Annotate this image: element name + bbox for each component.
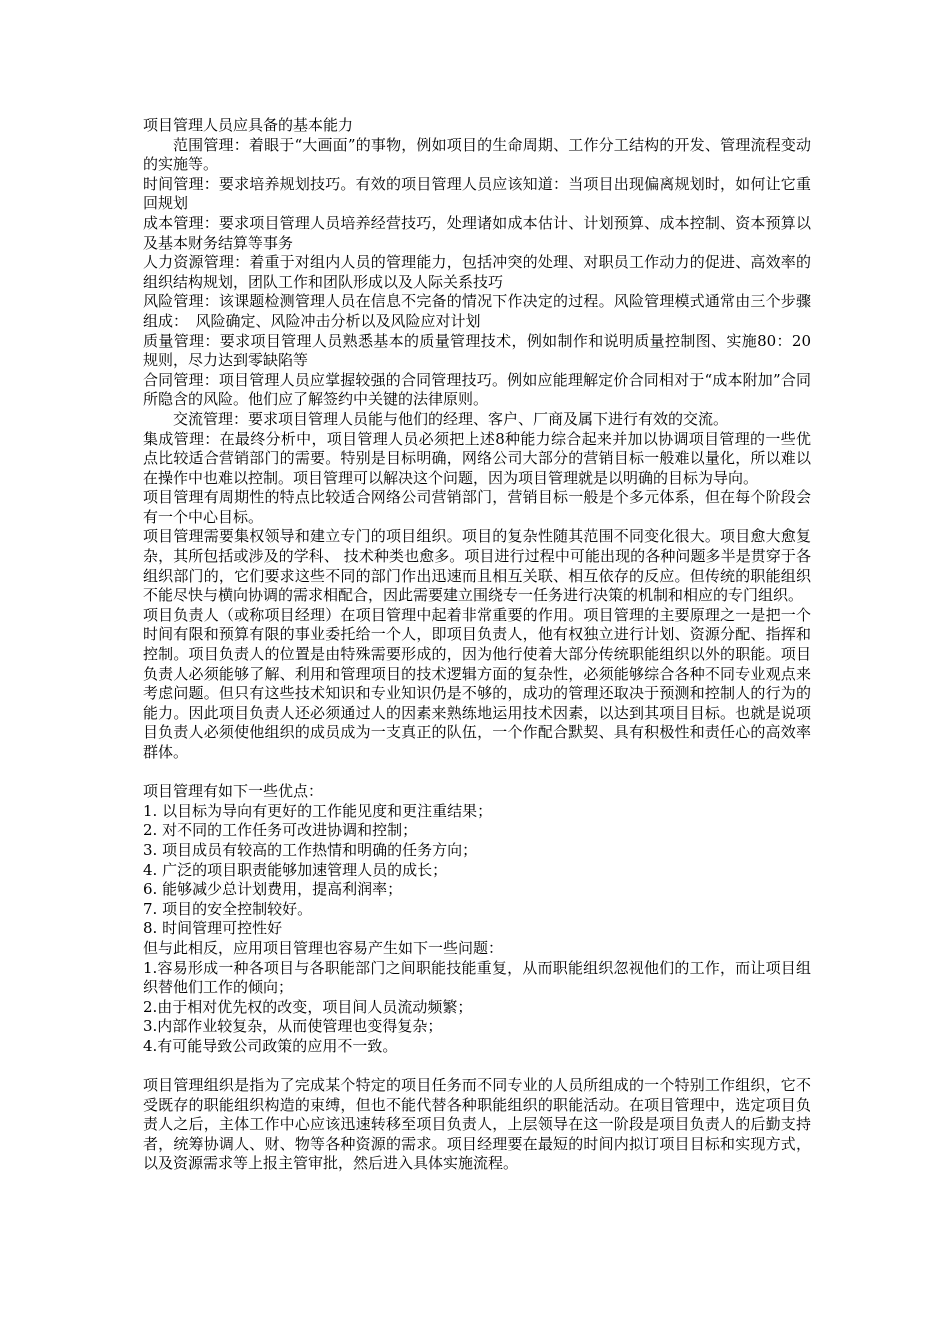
paragraph-project-manager-role: 项目负责人（或称项目经理）在项目管理中起着非常重要的作用。项目管理的主要原理之一是把一个时间有限和预算有限的事业委托给一个人，即项目负责人，他有权独立进行计划、资源分配、指挥和控制。项目负责人的位置是由特殊需要形成的，因为他行使着大部分传统职能组织以外的职能。项目负责人必须能够了解、利用和管理项目的技术逻辑方面的复杂性，必须能够综合各种不同专业观点来考虑问题。但只有这些技术知识和专业知识仍是不够的，成功的管理还取决于预测和控制人的行为的能力。因此项目负责人还必须通过人的因素来熟练地运用技术因素，以达到其项目目标。也就是说项目负责人必须使他组织的成员成为一支真正的队伍，一个作配合默契、具有积极性和责任心的高效率群体。 xyxy=(143,605,811,761)
paragraph-communication-management: 交流管理：要求项目管理人员能与他们的经理、客户、厂商及属下进行有效的交流。 xyxy=(173,409,729,428)
paragraph-project-organization: 项目管理组织是指为了完成某个特定的项目任务而不同专业的人员所组成的一个特别工作组织，它不受既存的职能组织构造的束缚，但也不能代替各种职能组织的职能活动。在项目管理中，选定项目负责人之后，主体工作中心应该迅速转移至项目负责人，上层领导在这一阶段是项目负责人的后勤支持者，统筹协调人、财、物等各种资源的需求。项目经理要在最短的时间内拟订项目目标和实现方式，以及资源需求等上报主管审批，然后进入具体实施流程。 xyxy=(143,1076,811,1173)
blank-line xyxy=(143,763,811,783)
paragraph-risk-management: 风险管理：该课题检测管理人员在信息不完备的情况下作决定的过程。风险管理模式通常由三个步骤组成： 风险确定、风险冲击分析以及风险应对计划 xyxy=(143,292,811,330)
problems-heading: 但与此相反，应用项目管理也容易产生如下一些问题： xyxy=(143,938,504,957)
advantage-item: 6. 能够减少总计划费用，提高利润率； xyxy=(143,880,403,899)
document-title: 项目管理人员应具备的基本能力 xyxy=(143,116,354,134)
paragraph-scope-management: 范围管理：着眼于“大画面”的事物，例如项目的生命周期、工作分工结构的开发、管理流程变动的实施等。 xyxy=(143,135,811,174)
advantage-item: 1. 以目标为导向有更好的工作能见度和更注重结果； xyxy=(143,801,493,820)
paragraph-integration-management: 集成管理：在最终分析中，项目管理人员必须把上述8种能力综合起来并加以协调项目管理的一些优点比较适合营销部门的需要。特别是目标明确，网络公司大部分的营销目标一般难以量化，所以难以在操作中也难以控制。项目管理可以解决这个问题，因为项目管理就是以明确的目标为导向。 xyxy=(143,429,811,487)
paragraph-hr-management: 人力资源管理：着重于对组内人员的管理能力，包括冲突的处理、对职员工作动力的促进、高效率的组织结构规划，团队工作和团队形成以及人际关系技巧 xyxy=(143,253,811,291)
paragraph-periodicity: 项目管理有周期性的特点比较适合网络公司营销部门，营销目标一般是个多元体系，但在每个阶段会有一个中心目标。 xyxy=(143,488,811,526)
paragraph-centralized-leadership: 项目管理需要集权领导和建立专门的项目组织。项目的复杂性随其范围不同变化很大。项目愈大愈复杂，其所包括或涉及的学科、 技术种类也愈多。项目进行过程中可能出现的各种问题多半是贯穿于各组织部门的，它们要求这些不同的部门作出迅速而且相互关联、相互依存的反应。但传统的职能组织不能尽快与横向协调的需求相配合，因此需要建立围绕专一任务进行决策的机制和相应的专门组织。 xyxy=(143,527,811,605)
paragraph-cost-management: 成本管理：要求项目管理人员培养经营技巧，处理诸如成本估计、计划预算、成本控制、资本预算以及基本财务结算等事务 xyxy=(143,213,811,252)
problem-item: 4.有可能导致公司政策的应用不一致。 xyxy=(143,1036,398,1055)
document-body xyxy=(143,116,811,1174)
advantage-item: 2. 对不同的工作任务可改进协调和控制； xyxy=(143,821,418,840)
paragraph-contract-management: 合同管理：项目管理人员应掌握较强的合同管理技巧。例如应能理解定价合同相对于“成本附加”合同所隐含的风险。他们应了解签约中关键的法律原则。 xyxy=(143,370,811,409)
blank-line xyxy=(143,1057,811,1077)
paragraph-time-management: 时间管理：要求培养规划技巧。有效的项目管理人员应该知道：当项目出现偏离规划时，如何让它重回规划 xyxy=(143,174,811,213)
advantage-item: 3. 项目成员有较高的工作热情和明确的任务方向； xyxy=(143,840,478,859)
problem-item: 3.内部作业较复杂，从而使管理也变得复杂； xyxy=(143,1017,443,1036)
advantage-item: 7. 项目的安全控制较好。 xyxy=(143,899,313,918)
problem-item: 1.容易形成一种各项目与各职能部门之间职能技能重复，从而职能组织忽视他们的工作，而让项目组织替他们工作的倾向； xyxy=(143,958,811,997)
advantage-item: 8. 时间管理可控性好 xyxy=(143,919,283,938)
problem-item: 2.由于相对优先权的改变，项目间人员流动频繁； xyxy=(143,997,473,1016)
advantages-heading: 项目管理有如下一些优点： xyxy=(143,782,324,801)
advantage-item: 4. 广泛的项目职责能够加速管理人员的成长； xyxy=(143,860,448,879)
paragraph-quality-management: 质量管理：要求项目管理人员熟悉基本的质量管理技术，例如制作和说明质量控制图、实施80：20规则，尽力达到零缺陷等 xyxy=(143,331,811,370)
